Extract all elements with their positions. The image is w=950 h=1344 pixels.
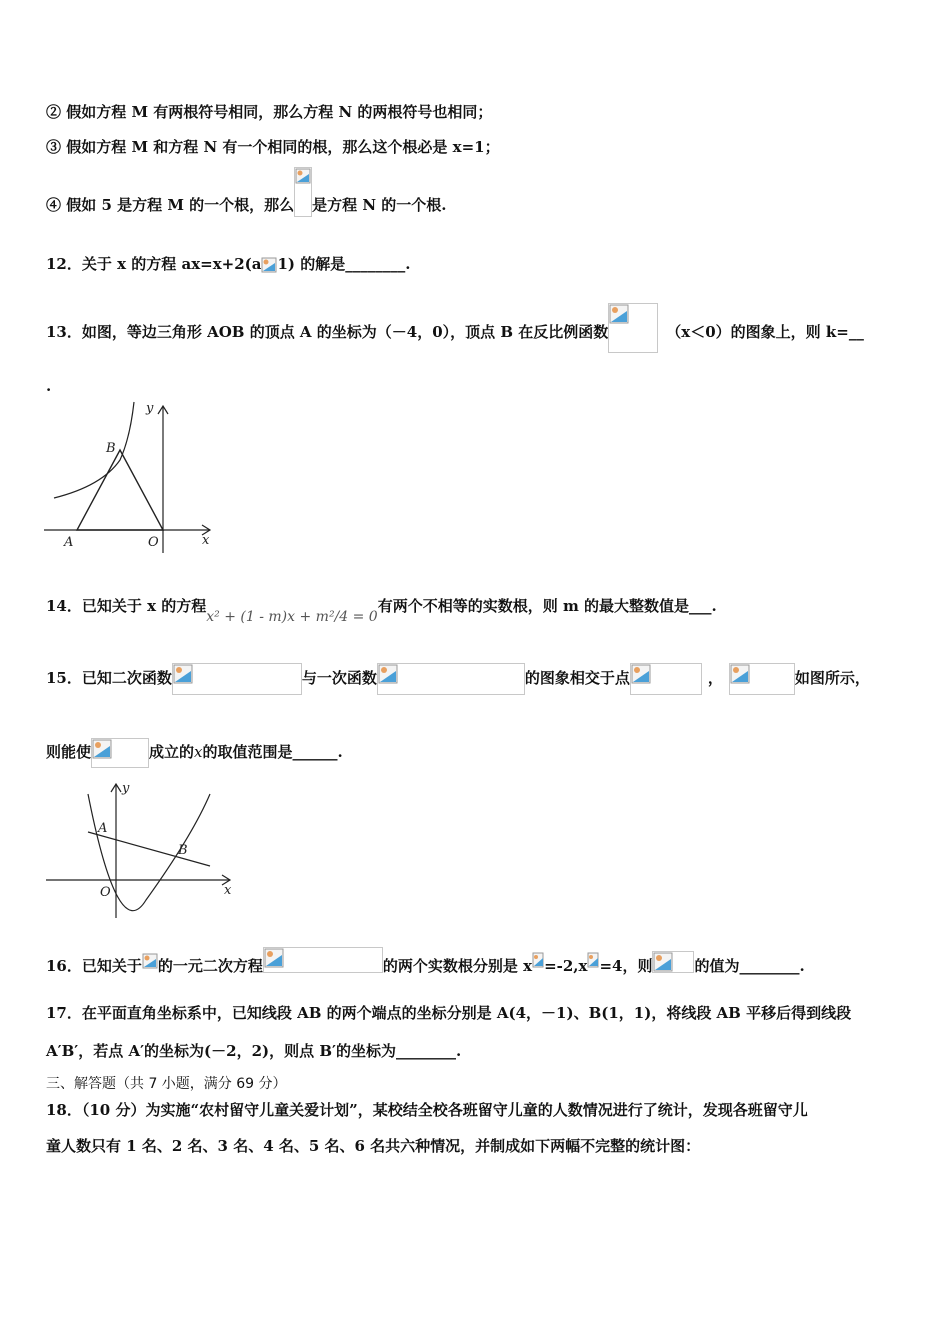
q14-text-a: 14．已知关于 x 的方程 xyxy=(46,597,207,615)
label-y: y xyxy=(122,781,130,796)
label-y: y xyxy=(146,401,154,416)
q13-line xyxy=(46,313,864,353)
broken-image-icon xyxy=(294,167,312,217)
q15-var-x: x xyxy=(194,743,203,761)
q15-text-g: 成立的 xyxy=(149,743,195,761)
hyperbola-curve xyxy=(54,402,134,498)
q14-text-b: 有两个不相等的实数根，则 m 的最大整数值是___. xyxy=(377,597,717,615)
q16-text-f: 的值为________. xyxy=(694,957,805,975)
broken-image-icon xyxy=(587,952,599,968)
label-a: A xyxy=(98,821,108,836)
q16-line xyxy=(46,956,805,976)
q11-item4-text-a: ④ 假如 5 是方程 M 的一个根，那么 xyxy=(46,196,295,214)
broken-image-icon xyxy=(142,953,158,969)
q15-text-a: 15．已知二次函数 xyxy=(46,669,172,687)
q13-text-b: （x＜0）的图象上，则 k=__ xyxy=(666,323,864,341)
q15-line2 xyxy=(46,738,343,768)
formula-image-placeholder xyxy=(91,738,149,768)
q15-text-b: 与一次函数 xyxy=(301,669,377,687)
broken-image-icon xyxy=(261,257,277,273)
label-o: O xyxy=(148,535,159,550)
q16-text-b: 的一元二次方程 xyxy=(157,957,263,975)
label-x: x xyxy=(202,533,210,548)
section-3-heading: 三、解答题（共 7 小题，满分 69 分） xyxy=(46,1076,287,1092)
q11-item4-text-b: 是方程 N 的一个根. xyxy=(312,196,447,214)
formula-image-placeholder xyxy=(729,663,795,695)
label-b: B xyxy=(106,441,116,456)
formula-image-placeholder xyxy=(652,951,694,973)
q16-text-c: 的两个实数根分别是 x xyxy=(382,957,533,975)
formula-image-placeholder xyxy=(630,663,702,695)
q16-text-d: =-2,x xyxy=(544,957,588,975)
q14-formula: x² + (1 - m)x + m²/4 = 0 xyxy=(206,609,378,625)
line-ab xyxy=(88,832,210,866)
label-b: B xyxy=(178,843,188,858)
formula-image-placeholder xyxy=(377,663,525,695)
q15-text-c: 的图象相交于点 xyxy=(524,669,630,687)
label-x: x xyxy=(224,883,232,898)
q15-text-d: ， xyxy=(707,669,723,687)
q12-line xyxy=(46,254,410,274)
q15-text-e: 如图所示， xyxy=(794,669,870,687)
broken-image-icon xyxy=(532,952,544,968)
formula-image-placeholder xyxy=(608,303,658,353)
formula-image-placeholder xyxy=(263,947,383,973)
q18-line2: 童人数只有 1 名、2 名、3 名、4 名、5 名、6 名共六种情况，并制成如下两幅不完整的统计图： xyxy=(46,1137,701,1155)
triangle-aob xyxy=(77,450,163,530)
label-a: A xyxy=(64,535,74,550)
q15-figure xyxy=(42,776,237,924)
q11-item4 xyxy=(46,195,447,217)
q14-line xyxy=(46,596,717,625)
q18-line1: 18．（10 分）为实施“农村留守儿童关爱计划”，某校结全校各班留守儿童的人数情况进行了统计，发现各班留守儿 xyxy=(46,1101,808,1119)
label-o: O xyxy=(100,885,111,900)
q15-line1 xyxy=(46,663,870,695)
q17-line2: A′B′，若点 A′的坐标为(－2，2)，则点 B′的坐标为________. xyxy=(46,1042,462,1060)
q11-item3: ③ 假如方程 M 和方程 N 有一个相同的根，那么这个根必是 x=1； xyxy=(46,138,500,156)
q13-figure xyxy=(42,398,217,558)
q16-text-e: =4，则 xyxy=(599,957,653,975)
q17-line1: 17．在平面直角坐标系中，已知线段 AB 的两个端点的坐标分别是 A(4，－1)、B(1，1)，将线段 AB 平移后得到线段 xyxy=(46,1004,852,1022)
q13-text-a: 13．如图，等边三角形 AOB 的顶点 A 的坐标为（－4，0），顶点 B 在反比例函数 xyxy=(46,323,609,341)
q15-text-i: 的取值范围是______. xyxy=(202,743,343,761)
q11-item2: ② 假如方程 M 有两根符号相同，那么方程 N 的两根符号也相同； xyxy=(46,103,493,121)
q12-text-a: 12．关于 x 的方程 ax=x+2(a xyxy=(46,255,262,273)
q15-text-f: 则能使 xyxy=(46,743,92,761)
q16-text-a: 16．已知关于 xyxy=(46,957,142,975)
q12-text-b: 1) 的解是________. xyxy=(277,255,411,273)
formula-image-placeholder xyxy=(172,663,302,695)
q13-line-end: . xyxy=(46,377,52,395)
